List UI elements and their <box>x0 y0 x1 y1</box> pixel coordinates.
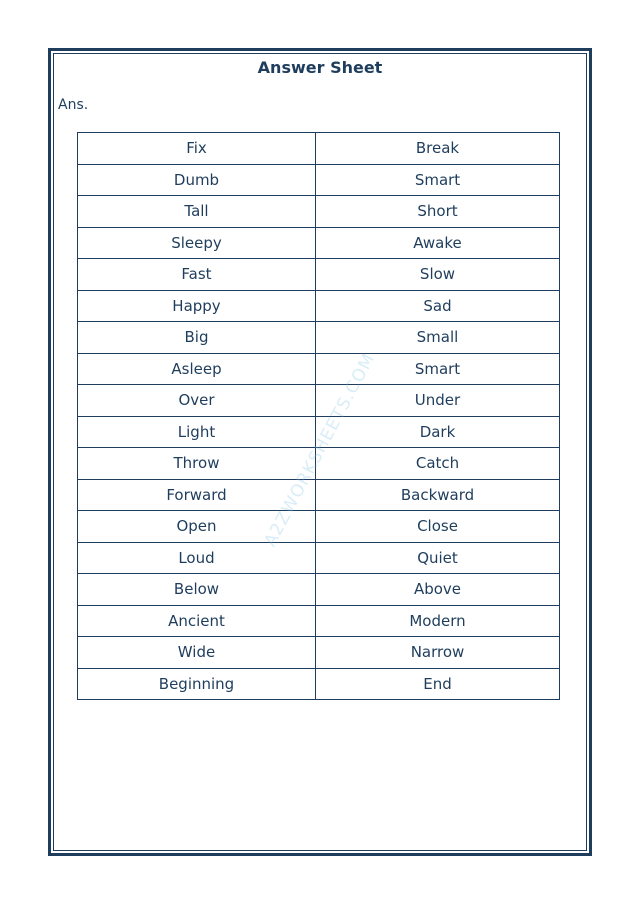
antonym-cell: Close <box>316 511 560 543</box>
table-row <box>78 353 560 385</box>
word-cell: Open <box>78 511 316 543</box>
antonym-cell: Smart <box>316 164 560 196</box>
word-cell: Tall <box>78 196 316 228</box>
word-cell: Happy <box>78 290 316 322</box>
answer-table-body <box>78 133 560 700</box>
word-cell: Beginning <box>78 668 316 700</box>
word-cell: Sleepy <box>78 227 316 259</box>
word-cell: Forward <box>78 479 316 511</box>
table-row <box>78 196 560 228</box>
word-cell: Fix <box>78 133 316 165</box>
word-cell: Throw <box>78 448 316 480</box>
antonym-cell: End <box>316 668 560 700</box>
word-cell: Loud <box>78 542 316 574</box>
antonym-cell: Backward <box>316 479 560 511</box>
word-cell: Dumb <box>78 164 316 196</box>
word-cell: Over <box>78 385 316 417</box>
table-row <box>78 227 560 259</box>
antonym-cell: Break <box>316 133 560 165</box>
table-row <box>78 605 560 637</box>
antonym-cell: Smart <box>316 353 560 385</box>
table-row <box>78 511 560 543</box>
antonym-cell: Short <box>316 196 560 228</box>
antonym-cell: Catch <box>316 448 560 480</box>
antonym-cell: Slow <box>316 259 560 291</box>
word-cell: Fast <box>78 259 316 291</box>
ans-label: Ans. <box>58 97 89 113</box>
word-cell: Wide <box>78 637 316 669</box>
word-cell: Ancient <box>78 605 316 637</box>
table-row <box>78 479 560 511</box>
table-row <box>78 668 560 700</box>
table-row <box>78 290 560 322</box>
table-row <box>78 322 560 354</box>
word-cell: Below <box>78 574 316 606</box>
antonym-cell: Quiet <box>316 542 560 574</box>
table-row <box>78 574 560 606</box>
word-cell: Asleep <box>78 353 316 385</box>
antonym-cell: Narrow <box>316 637 560 669</box>
table-row <box>78 448 560 480</box>
table-row <box>78 164 560 196</box>
table-row <box>78 385 560 417</box>
antonym-cell: Sad <box>316 290 560 322</box>
antonym-cell: Above <box>316 574 560 606</box>
table-row <box>78 133 560 165</box>
table-row <box>78 637 560 669</box>
word-cell: Light <box>78 416 316 448</box>
antonym-cell: Awake <box>316 227 560 259</box>
table-row <box>78 259 560 291</box>
antonym-cell: Under <box>316 385 560 417</box>
table-row <box>78 416 560 448</box>
answer-table <box>77 132 560 700</box>
antonym-cell: Small <box>316 322 560 354</box>
antonym-cell: Dark <box>316 416 560 448</box>
page-title: Answer Sheet <box>257 58 383 77</box>
table-row <box>78 542 560 574</box>
word-cell: Big <box>78 322 316 354</box>
antonym-cell: Modern <box>316 605 560 637</box>
watermark: A2ZWORKSHEETS.COM <box>260 350 380 550</box>
